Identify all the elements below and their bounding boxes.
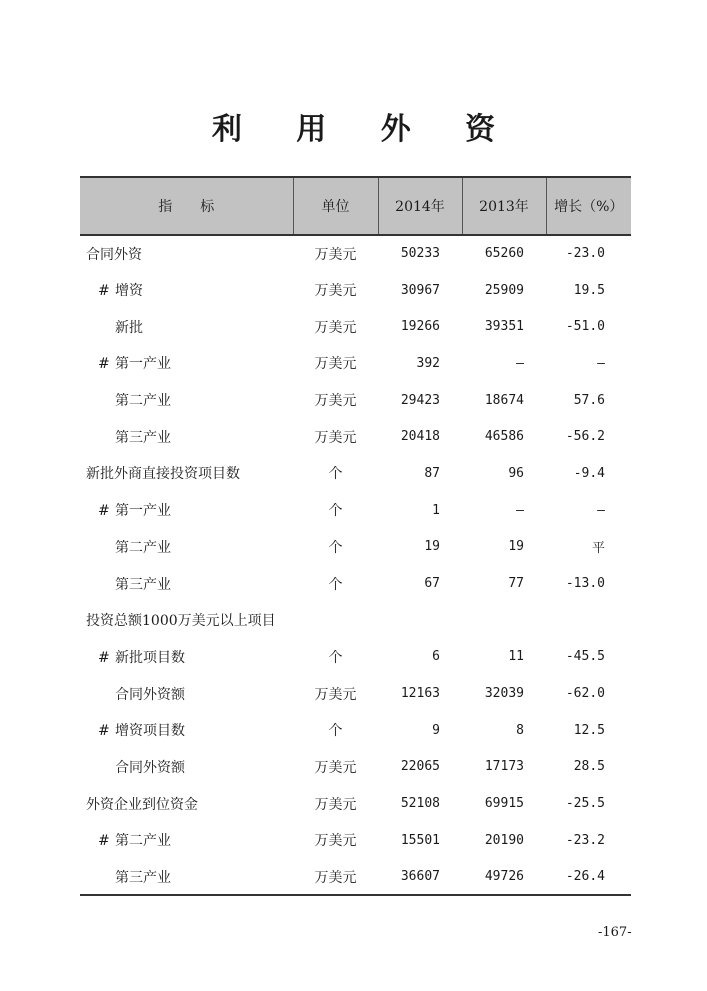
row-indicator xyxy=(80,345,293,382)
row-unit: 万美元 xyxy=(314,319,357,336)
row-value-2013: 39351 xyxy=(484,319,524,335)
row-unit: 万美元 xyxy=(314,356,357,373)
row-growth: 19.5 xyxy=(573,282,605,298)
header-growth: 增长（%） xyxy=(546,177,631,235)
row-value-2014: 15501 xyxy=(400,832,440,848)
row-mark: # xyxy=(98,649,110,666)
row-indicator xyxy=(80,529,293,566)
table-row xyxy=(80,565,631,602)
row-value-2014: 6 xyxy=(432,649,440,665)
row-indicator xyxy=(80,455,293,492)
row-mark: # xyxy=(98,503,110,520)
table-row xyxy=(80,602,631,639)
row-value-2013: 46586 xyxy=(484,429,524,445)
page-number: -167- xyxy=(598,925,632,940)
row-growth: 28.5 xyxy=(573,759,605,775)
row-indicator xyxy=(80,492,293,529)
row-indicator xyxy=(80,749,293,786)
row-name: 新批外商直接投资项目数 xyxy=(86,466,240,483)
row-unit: 万美元 xyxy=(314,759,357,776)
row-value-2013: 11 xyxy=(508,649,524,665)
row-value-2013 xyxy=(462,602,546,639)
row-unit: 万美元 xyxy=(314,393,357,410)
row-indicator xyxy=(80,382,293,419)
row-growth: 平 xyxy=(591,541,605,557)
row-value-2014: 19266 xyxy=(400,319,440,335)
row-unit: 个 xyxy=(328,539,343,556)
row-name: 第三产业 xyxy=(115,576,171,593)
row-value-2013: 49726 xyxy=(462,859,546,896)
table-row xyxy=(80,345,631,382)
row-name: 第一产业 xyxy=(115,503,171,520)
table-row xyxy=(80,712,631,749)
row-value-2014: 29423 xyxy=(400,392,440,408)
row-value-2013: 18674 xyxy=(484,392,524,408)
row-value-2013: 32039 xyxy=(484,686,524,702)
row-indicator xyxy=(80,785,293,822)
table-row xyxy=(80,382,631,419)
row-value-2014: 392 xyxy=(416,355,440,371)
row-value-2013: 96 xyxy=(508,465,524,481)
row-unit: 个 xyxy=(328,723,343,740)
row-indicator xyxy=(80,272,293,309)
row-name: 第三产业 xyxy=(115,869,171,886)
table-row xyxy=(80,418,631,455)
row-name: 第二产业 xyxy=(115,833,171,850)
row-value-2014 xyxy=(378,602,462,639)
row-value-2013: 17173 xyxy=(484,759,524,775)
row-value-2014: 1 xyxy=(432,502,440,518)
row-growth xyxy=(546,602,631,639)
table-row xyxy=(80,785,631,822)
row-name: 合同外资 xyxy=(86,246,142,263)
header-2014: 2014年 xyxy=(378,177,462,235)
row-growth: -62.0 xyxy=(565,686,605,702)
row-growth: -9.4 xyxy=(573,465,605,481)
row-mark: # xyxy=(98,283,110,300)
table-row xyxy=(80,675,631,712)
table-row xyxy=(80,529,631,566)
table-row xyxy=(80,492,631,529)
row-indicator xyxy=(80,639,293,676)
row-value-2014: 36607 xyxy=(378,859,462,896)
row-mark: # xyxy=(98,833,110,850)
table-row xyxy=(80,272,631,309)
row-unit: 万美元 xyxy=(314,246,357,263)
table-row xyxy=(80,308,631,345)
row-value-2014: 67 xyxy=(424,576,440,592)
row-unit: 万美元 xyxy=(314,833,357,850)
row-growth: — xyxy=(597,355,605,371)
row-indicator xyxy=(80,418,293,455)
row-indicator xyxy=(80,308,293,345)
row-growth: -56.2 xyxy=(565,429,605,445)
row-mark: # xyxy=(98,356,110,373)
row-name: 合同外资额 xyxy=(115,686,185,703)
row-indicator xyxy=(80,565,293,602)
row-growth: -45.5 xyxy=(565,649,605,665)
table-row xyxy=(80,455,631,492)
row-value-2014: 87 xyxy=(424,465,440,481)
row-growth: -23.0 xyxy=(565,246,605,262)
row-growth: -51.0 xyxy=(565,319,605,335)
row-unit: 万美元 xyxy=(314,686,357,703)
row-indicator xyxy=(80,675,293,712)
row-value-2013: 77 xyxy=(508,576,524,592)
header-indicator: 指 标 xyxy=(80,177,293,235)
row-value-2013: 25909 xyxy=(484,282,524,298)
row-indicator xyxy=(80,602,293,639)
row-name: 外资企业到位资金 xyxy=(86,796,198,813)
row-unit: 万美元 xyxy=(314,796,357,813)
foreign-investment-table xyxy=(80,176,631,896)
header-2013: 2013年 xyxy=(462,177,546,235)
row-value-2014: 19 xyxy=(424,539,440,555)
row-indicator xyxy=(80,822,293,859)
row-value-2014: 52108 xyxy=(400,796,440,812)
row-unit: 个 xyxy=(328,576,343,593)
row-growth: -23.2 xyxy=(565,832,605,848)
row-value-2013: — xyxy=(516,502,524,518)
row-growth: 12.5 xyxy=(573,722,605,738)
row-growth: -25.5 xyxy=(565,796,605,812)
table-row xyxy=(80,859,631,896)
row-value-2013: 65260 xyxy=(484,246,524,262)
row-value-2013: 69915 xyxy=(484,796,524,812)
row-growth: -13.0 xyxy=(565,576,605,592)
header-unit: 单位 xyxy=(293,177,378,235)
row-unit: 万美元 xyxy=(293,859,378,896)
row-growth: — xyxy=(597,502,605,518)
row-name: 第三产业 xyxy=(115,429,171,446)
row-unit: 个 xyxy=(328,649,343,666)
row-value-2013: — xyxy=(516,355,524,371)
row-name: 新批 xyxy=(115,319,143,336)
page-title: 利 用 外 资 xyxy=(211,112,518,147)
row-growth: 57.6 xyxy=(573,392,605,408)
row-name: 投资总额1000万美元以上项目 xyxy=(86,613,276,630)
row-unit: 万美元 xyxy=(314,283,357,300)
table-row xyxy=(80,749,631,786)
row-value-2013: 8 xyxy=(516,722,524,738)
row-value-2013: 20190 xyxy=(484,832,524,848)
row-name: 第一产业 xyxy=(115,356,171,373)
row-mark: # xyxy=(98,723,110,740)
row-name: 第二产业 xyxy=(115,393,171,410)
row-value-2014: 9 xyxy=(432,722,440,738)
row-unit: 个 xyxy=(328,466,343,483)
row-value-2014: 20418 xyxy=(400,429,440,445)
row-name: 第二产业 xyxy=(115,539,171,556)
row-value-2014: 30967 xyxy=(400,282,440,298)
row-unit xyxy=(293,602,378,639)
table-header-row xyxy=(80,177,631,235)
row-growth: -26.4 xyxy=(546,859,631,896)
row-name: 新批项目数 xyxy=(115,649,185,666)
row-unit: 个 xyxy=(328,503,343,520)
row-unit: 万美元 xyxy=(314,429,357,446)
row-indicator xyxy=(80,712,293,749)
row-value-2014: 50233 xyxy=(400,246,440,262)
row-value-2013: 19 xyxy=(508,539,524,555)
row-indicator xyxy=(80,235,293,272)
table-row xyxy=(80,235,631,272)
row-name: 合同外资额 xyxy=(115,759,185,776)
row-name: 增资项目数 xyxy=(115,723,185,740)
table-row xyxy=(80,822,631,859)
table-row xyxy=(80,639,631,676)
row-indicator xyxy=(80,859,293,896)
row-name: 增资 xyxy=(115,283,143,300)
row-value-2014: 12163 xyxy=(400,686,440,702)
row-value-2014: 22065 xyxy=(400,759,440,775)
